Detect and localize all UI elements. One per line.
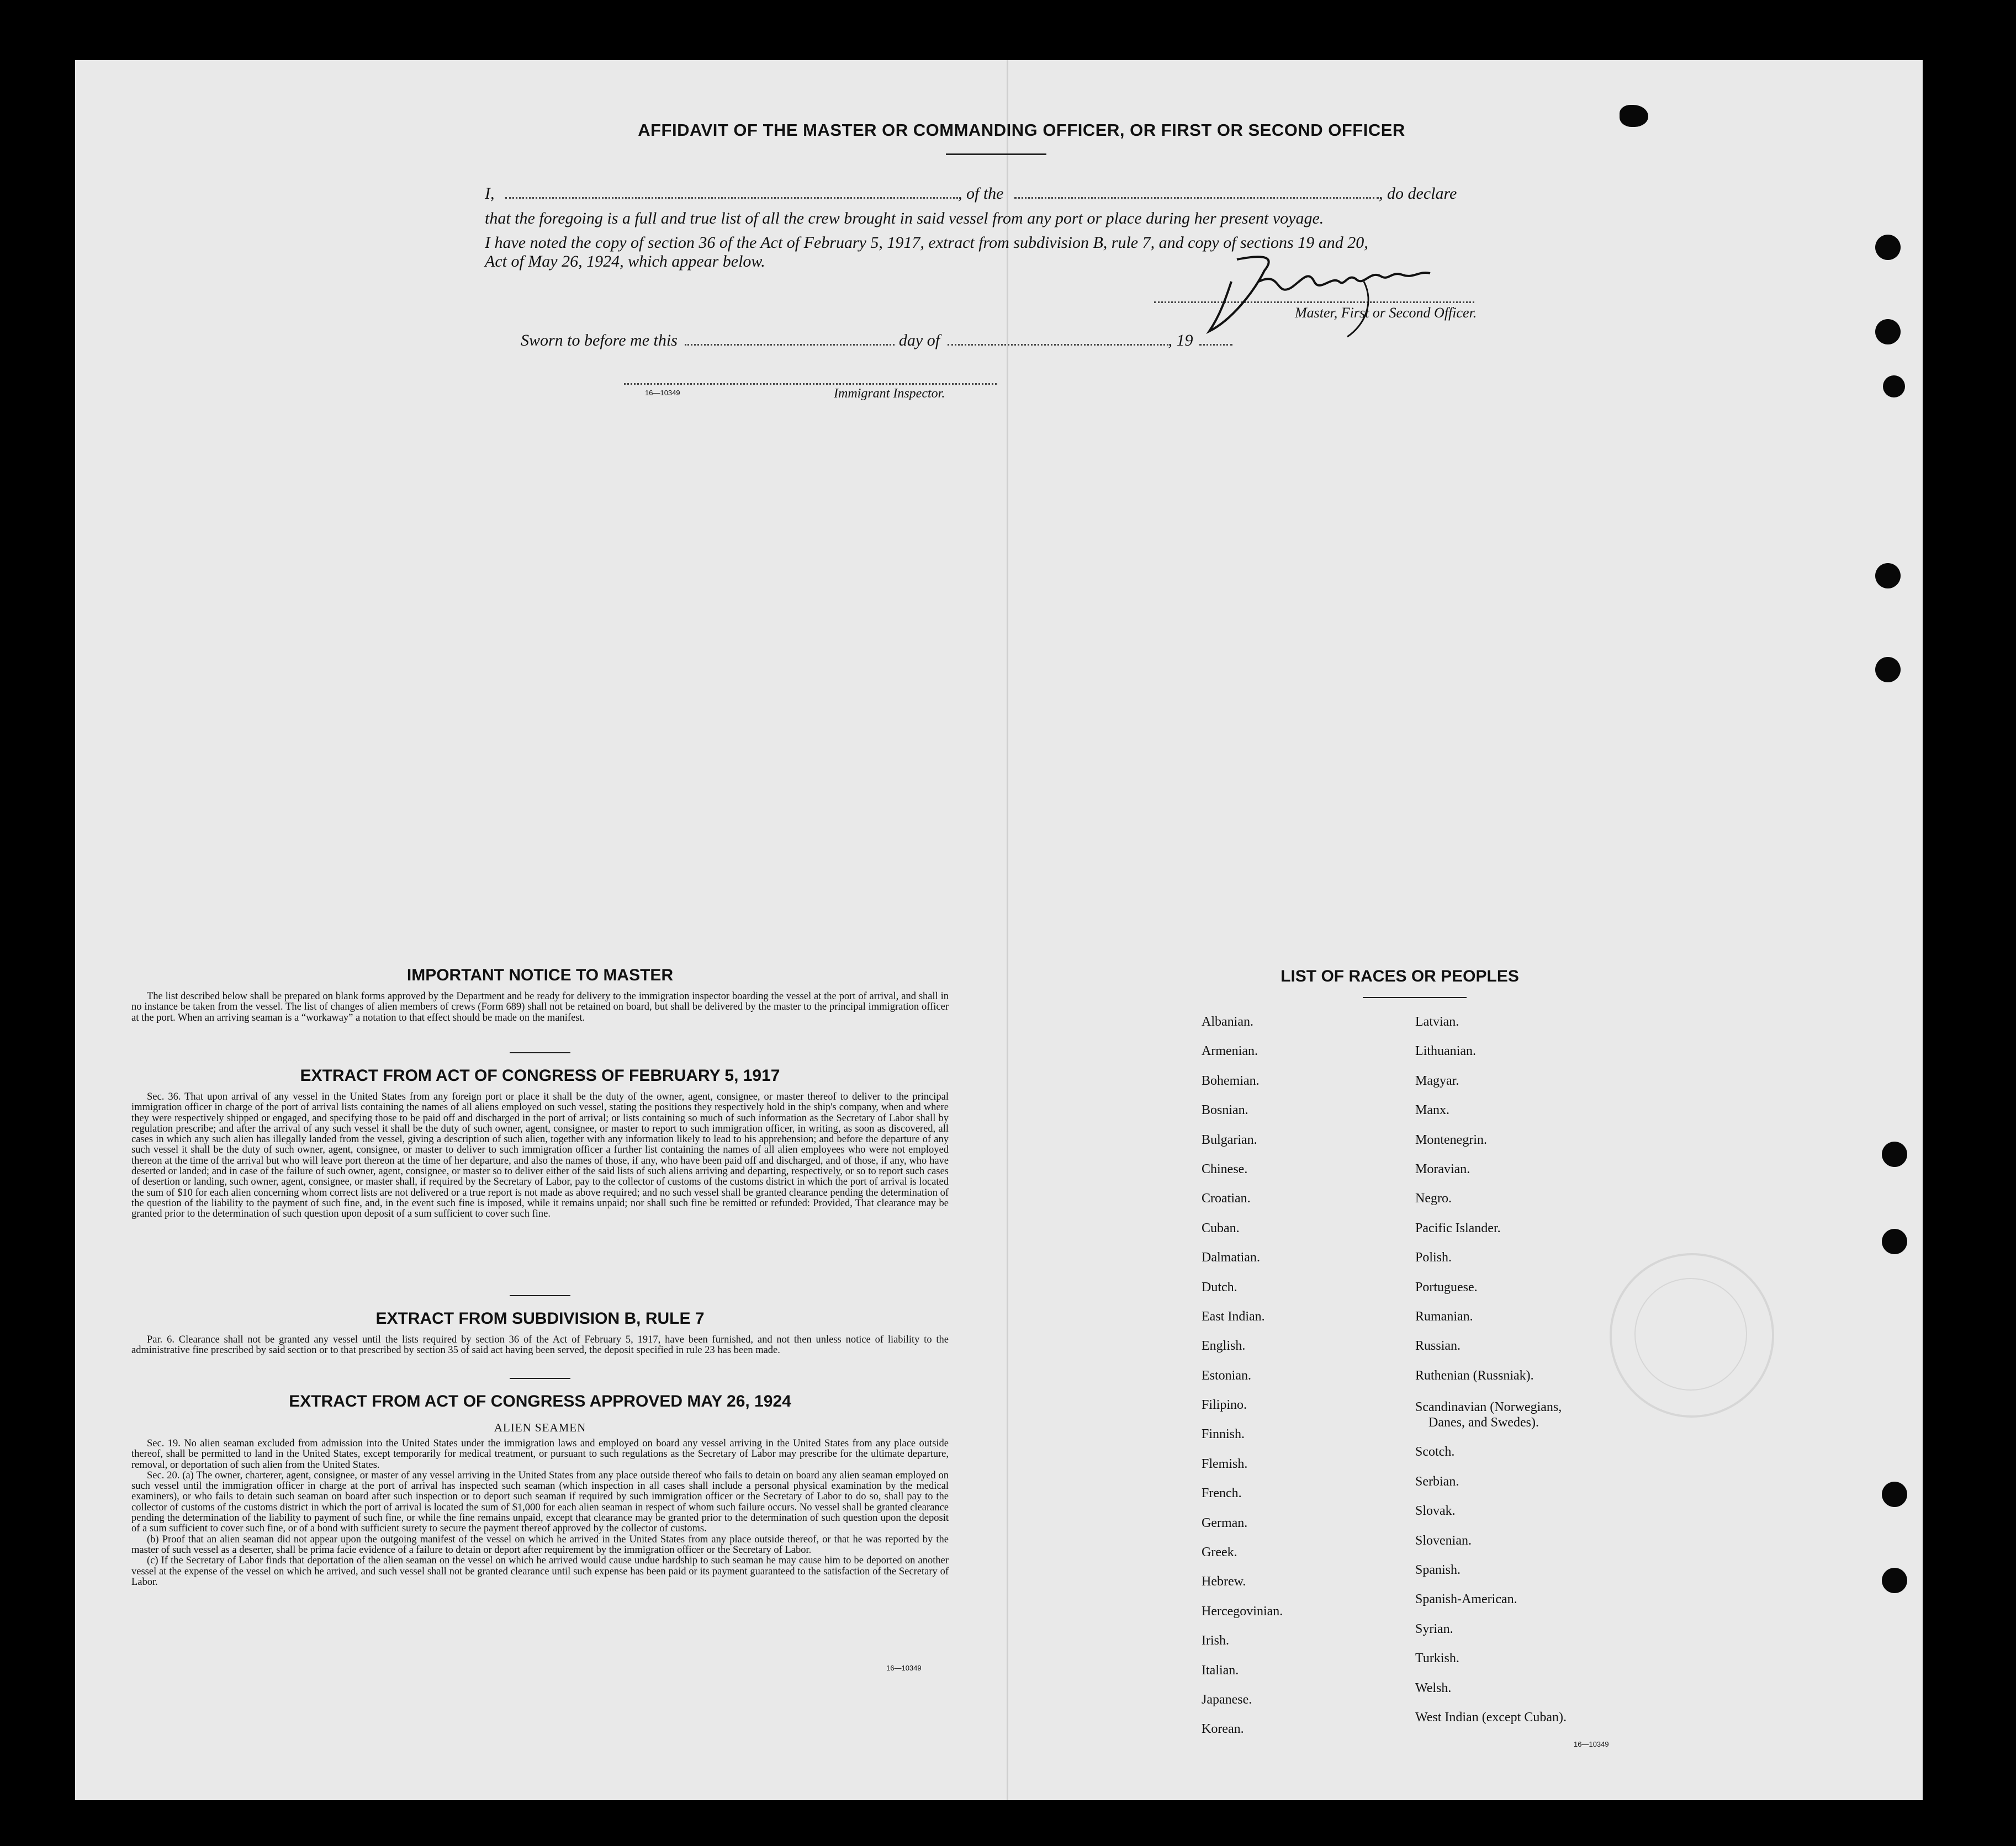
form-number-left: 16—10349	[886, 1664, 922, 1672]
race-entry: Korean.	[1202, 1722, 1244, 1737]
alien-seamen-subtitle: ALIEN SEAMEN	[494, 1421, 586, 1434]
declaration-line-4: Act of May 26, 1924, which appear below.	[485, 252, 765, 270]
extract1924-title: EXTRACT FROM ACT OF CONGRESS APPROVED MAY 26, 1924	[289, 1392, 791, 1410]
form-number-top: 16—10349	[645, 389, 680, 397]
race-entry: Danes, and Swedes).	[1428, 1415, 1539, 1430]
signature-caption: Master, First or Second Officer.	[1295, 305, 1477, 321]
race-entry: Syrian.	[1415, 1621, 1453, 1636]
notice-body	[131, 991, 949, 1023]
race-entry: Irish.	[1202, 1633, 1229, 1648]
declaration-line-1	[485, 182, 1523, 206]
race-entry: Dutch.	[1202, 1280, 1237, 1295]
year-blank	[1199, 343, 1232, 346]
race-entry: Magyar.	[1415, 1073, 1459, 1088]
sec20c-paragraph: (c) If the Secretary of Labor finds that deportation of the alien seaman on the vessel on which he arrived would cause undue hardship to such seaman he may cause him to be deported on another vessel at the expense of the vessel on which he arrived, and such vessel shall not be granted clearance until such expense has been paid or its payment guaranteed to the satisfaction of the Secretary of Labor.	[131, 1555, 949, 1588]
race-entry: Hercegovinian.	[1202, 1604, 1283, 1619]
title-rule	[946, 153, 1046, 155]
rule7-body	[131, 1335, 949, 1356]
race-entry: West Indian (except Cuban).	[1415, 1710, 1567, 1725]
race-entry: Slovak.	[1415, 1504, 1456, 1519]
race-entry: East Indian.	[1202, 1309, 1265, 1324]
race-entry: Montenegrin.	[1415, 1132, 1487, 1147]
form-number-right: 16—10349	[1574, 1740, 1609, 1748]
label-declare: , do declare	[1379, 184, 1457, 203]
declaration-line-3: I have noted the copy of section 36 of the Act of February 5, 1917, extract from subdivision B, rule 7, and copy of sections 19 and 20,	[485, 234, 1368, 252]
name-blank	[505, 197, 958, 199]
race-entry: Manx.	[1415, 1103, 1449, 1118]
sec36-paragraph: Sec. 36. That upon arrival of any vessel in the United States from any foreign port or place it shall be the duty of the owner, agent, consignee, or master thereof to deliver to the principal immigration officer in charge of the port of arrival lists containing the names of all aliens employed on such vessel, stating the positions they respectively hold in the ship's company, when and where they were respectively shipped or engaged, and specifying those to be paid off and discharged in the port of arrival; or lists containing so much of such information as the Secretary of Labor shall by regulation prescribe; and after the arrival of any such vessel it shall be the duty of such owner, agent, consignee, or master to report to such immigration officer, in writing, as soon as discovered, all cases in which any such alien has illegally landed from the vessel, giving a description of such alien, together with any information likely to lead to his apprehension; and before the departure of any such vessel it shall be the duty of such owner, agent, consignee, or master to deliver to such immigration officer a further list containing the names of all alien employees who were not employed thereon at the time of the arrival but who will leave port thereon at the time of her departure, and also the names of those, if any, who have been paid off and discharged, and of those, if any, who have deserted or landed; and in case of the failure of such owner, agent, consignee, or master so to deliver either of the said lists of such aliens arriving and departing, respectively, or so to report such cases of desertion or landing, such owner, agent, consignee, or master shall, if required by the Secretary of Labor, pay to the collector of customs of the customs district in which the port of arrival is located the sum of $10 for each alien concerning whom correct lists are not delivered or a true report is not made as above required; and no such vessel shall be granted clearance pending the determination of the question of the liability to the payment of such fine, and, in the event such fine is imposed, while it remains unpaid; nor shall such fine be remitted or refunded: Provided, That clearance may be granted prior to the determination of such question upon deposit of a sum sufficient to cover such fine.	[131, 1091, 949, 1220]
races-title: LIST OF RACES OR PEOPLES	[1280, 967, 1519, 985]
sworn-year: , 19	[1168, 331, 1193, 349]
race-entry: Estonian.	[1202, 1368, 1251, 1383]
race-entry: English.	[1202, 1339, 1246, 1354]
race-entry: Negro.	[1415, 1191, 1452, 1206]
race-entry: Cuban.	[1202, 1221, 1240, 1235]
notice-title: IMPORTANT NOTICE TO MASTER	[406, 966, 674, 984]
affidavit-title: AFFIDAVIT OF THE MASTER OR COMMANDING OFFICER, OR FIRST OR SECOND OFFICER	[638, 120, 1405, 140]
race-entry: French.	[1202, 1486, 1242, 1501]
day-blank	[685, 343, 895, 346]
race-entry: Slovenian.	[1415, 1533, 1472, 1548]
punch-hole	[1882, 1229, 1907, 1254]
section-rule	[510, 1052, 570, 1053]
page-fold	[1007, 60, 1008, 1800]
rule7-paragraph: Par. 6. Clearance shall not be granted any vessel until the lists required by section 36 of the Act of February 5, 1917, have been furnished, and not then unless notice of liability to the administrative fine prescribed by said section or to that prescribed by section 35 of said act having been served, the deposit specified in rule 23 has been made.	[131, 1334, 949, 1356]
extract1924-body	[131, 1439, 949, 1588]
race-entry: Spanish-American.	[1415, 1592, 1517, 1607]
inspector-caption: Immigrant Inspector.	[834, 386, 945, 401]
extract1917-body	[131, 1092, 949, 1220]
inspector-line	[624, 383, 997, 385]
race-entry: Scandinavian (Norwegians,	[1415, 1400, 1562, 1415]
race-entry: Greek.	[1202, 1545, 1237, 1560]
sworn-line	[521, 328, 1294, 353]
race-entry: Hebrew.	[1202, 1574, 1246, 1589]
label-of-the: , of the	[958, 184, 1004, 203]
vessel-blank	[1014, 197, 1379, 199]
punch-hole	[1883, 375, 1905, 397]
race-entry: Latvian.	[1415, 1015, 1459, 1029]
punch-hole	[1882, 1482, 1907, 1507]
race-entry: Portuguese.	[1415, 1280, 1478, 1295]
section-rule	[510, 1378, 570, 1379]
rule7-title: EXTRACT FROM SUBDIVISION B, RULE 7	[375, 1309, 705, 1328]
race-entry: Armenian.	[1202, 1044, 1258, 1059]
race-entry: Turkish.	[1415, 1651, 1459, 1666]
punch-hole	[1882, 1568, 1907, 1593]
races-column-1	[1202, 1014, 1367, 1751]
race-entry: Moravian.	[1415, 1161, 1470, 1176]
race-entry: Flemish.	[1202, 1456, 1248, 1471]
month-blank	[948, 343, 1168, 346]
punch-hole	[1875, 657, 1901, 682]
race-entry: Japanese.	[1202, 1692, 1252, 1707]
race-entry: Bosnian.	[1202, 1103, 1248, 1118]
punch-hole	[1875, 235, 1901, 260]
label-i: I,	[485, 184, 495, 203]
race-entry: Welsh.	[1415, 1680, 1452, 1695]
section-rule	[510, 1295, 570, 1296]
race-entry: Croatian.	[1202, 1191, 1251, 1206]
race-entry: Albanian.	[1202, 1015, 1253, 1029]
race-entry: Italian.	[1202, 1663, 1239, 1678]
sworn-day-of: day of	[898, 331, 940, 349]
races-title-rule	[1363, 997, 1467, 998]
race-entry: Polish.	[1415, 1250, 1452, 1265]
race-entry: Finnish.	[1202, 1427, 1245, 1442]
race-entry: Rumanian.	[1415, 1309, 1473, 1324]
race-entry: Bulgarian.	[1202, 1132, 1257, 1147]
race-entry: Lithuanian.	[1415, 1044, 1476, 1059]
race-entry: Bohemian.	[1202, 1073, 1260, 1088]
race-entry: Filipino.	[1202, 1398, 1247, 1413]
race-entry: German.	[1202, 1515, 1248, 1530]
declaration-line-2: that the foregoing is a full and true list of all the crew brought in said vessel from any port or place during her present voyage.	[485, 209, 1324, 227]
punch-hole	[1882, 1142, 1907, 1167]
sec20b-paragraph: (b) Proof that an alien seaman did not appear upon the outgoing manifest of the vessel on which he arrived in the United States from any place outside thereof, or that he was reported by the master of such vessel as a deserter, shall be prima facie evidence of a failure to detain or deport after requirement by the immigration officer or the Secretary of Labor.	[131, 1534, 949, 1556]
race-entry: Dalmatian.	[1202, 1250, 1260, 1265]
extract1917-title: EXTRACT FROM ACT OF CONGRESS OF FEBRUARY 5, 1917	[300, 1067, 780, 1085]
race-entry: Russian.	[1415, 1339, 1461, 1354]
races-column-2	[1415, 1014, 1647, 1739]
race-entry: Chinese.	[1202, 1161, 1248, 1176]
race-entry: Spanish.	[1415, 1563, 1461, 1578]
race-entry: Scotch.	[1415, 1445, 1455, 1460]
punch-hole	[1875, 319, 1901, 344]
notice-paragraph: The list described below shall be prepared on blank forms approved by the Department and be ready for delivery to the immigration inspector boarding the vessel at the port of arrival, and shall in no instance be taken from the vessel. The list of changes of alien members of crews (Form 689) shall not be retained on board, but shall be delivered by the master to the principal immigration officer at the port. When an arriving seaman is a “workaway” a notation to that effect should be made on the manifest.	[131, 991, 949, 1023]
embossed-seal-inner	[1634, 1278, 1747, 1391]
punch-hole	[1620, 105, 1648, 127]
race-entry: Pacific Islander.	[1415, 1221, 1501, 1235]
punch-hole	[1875, 563, 1901, 588]
sec19-paragraph: Sec. 19. No alien seaman excluded from admission into the United States under the immigration laws and employed on board any vessel arriving in the United States from any place outside thereof, shall be permitted to land in the United States, except temporarily for medical treatment, or pursuant to such regulations as the Secretary of Labor may prescribe for the ultimate departure, removal, or deportation of such alien from the United States.	[131, 1438, 949, 1471]
sworn-prefix: Sworn to before me this	[521, 331, 678, 349]
sec20a-paragraph: Sec. 20. (a) The owner, charterer, agent, consignee, or master of any vessel arriving in the United States from any place outside thereof who fails to detain on board any alien seaman employed on such vessel until the immigration officer in charge at the port of arrival has inspected such seaman (which inspection in all cases shall include a personal physical examination by the medical examiners), or who fails to detain such seaman on board after such inspection or to deport such seaman if required by such immigration officer or the Secretary of Labor to do so, shall pay to the collector of customs of the customs district in which the port of arrival is located the sum of $1,000 for each alien seaman in respect of whom such failure occurs. No vessel shall be granted clearance pending the determination of the liability to payment of such fine, or while the fine remains unpaid, except that clearance may be granted prior to the determination of such question upon the deposit of a sum sufficient to cover such fine, or of a bond with sufficient surety to secure the payment thereof approved by the collector of customs.	[131, 1470, 949, 1535]
race-entry: Ruthenian (Russniak).	[1415, 1368, 1534, 1383]
race-entry: Serbian.	[1415, 1474, 1459, 1489]
